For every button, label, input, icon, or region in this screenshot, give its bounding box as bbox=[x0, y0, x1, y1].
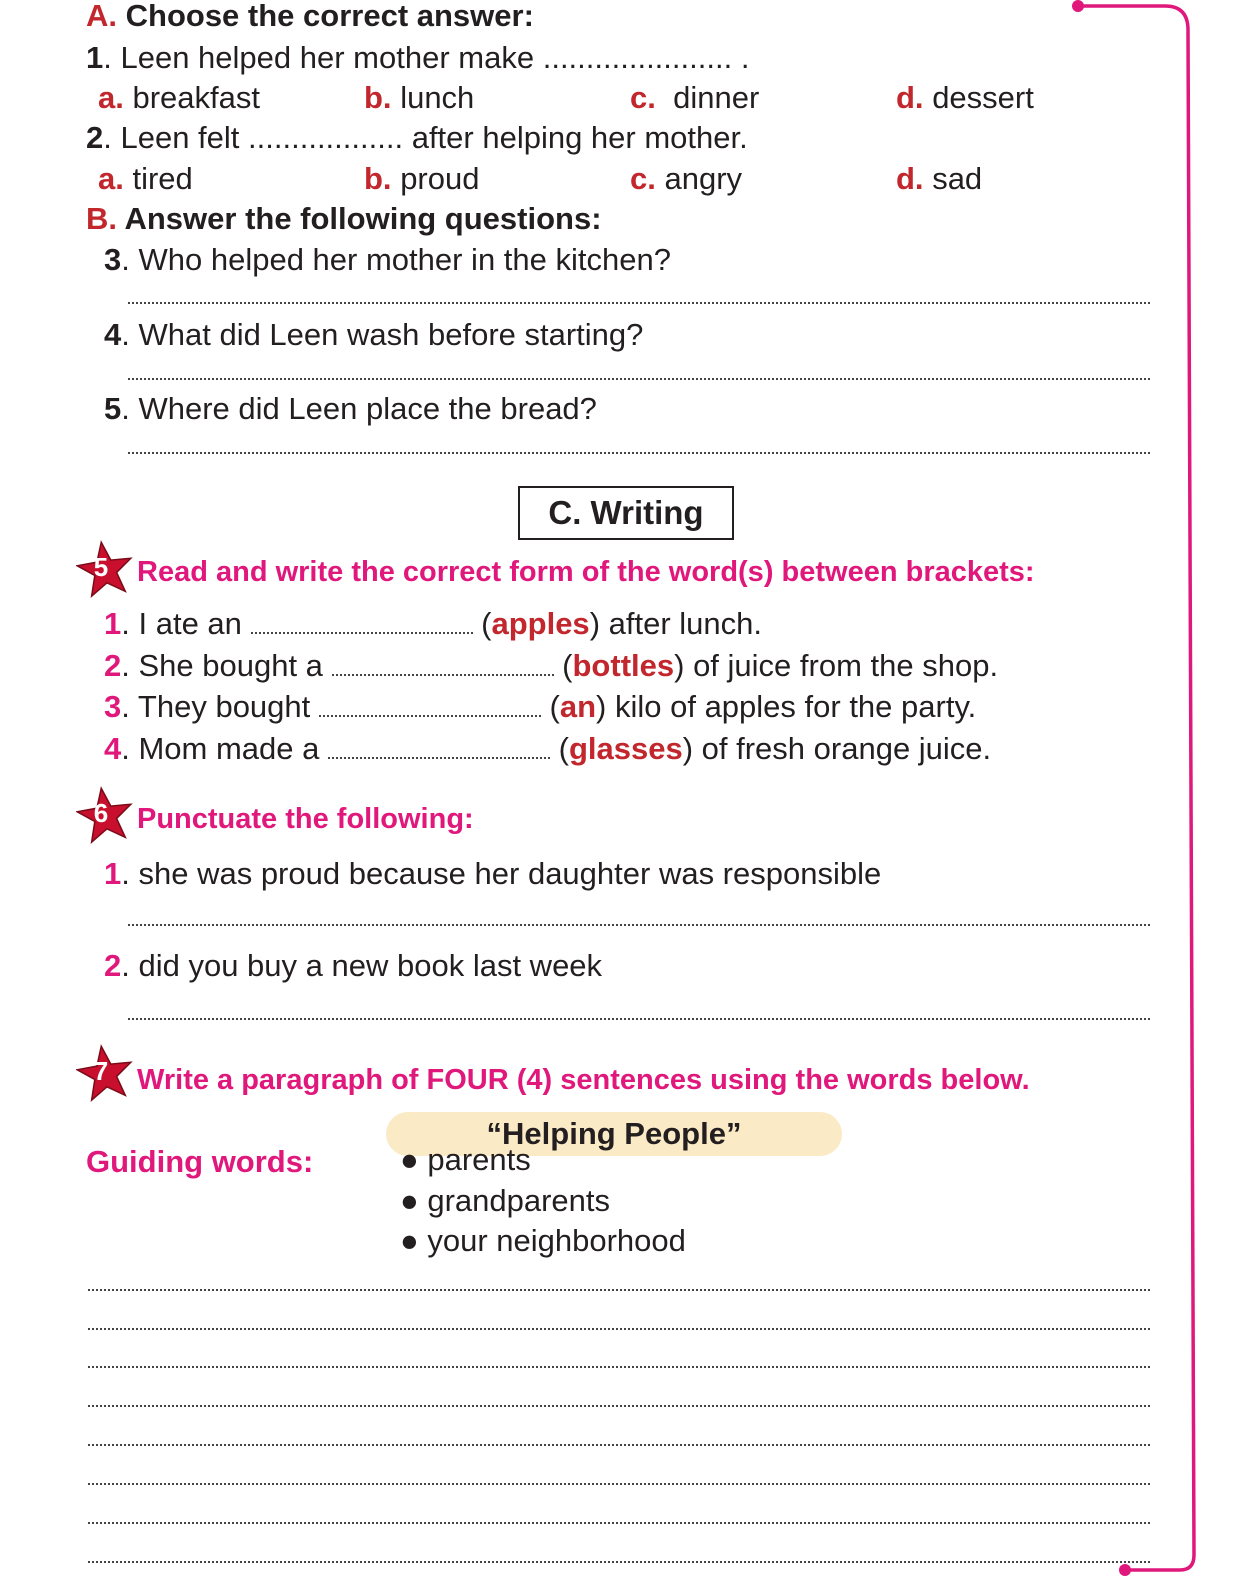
writing-line[interactable] bbox=[88, 1328, 1150, 1330]
ex5-item-3: 3. They bought (an) kilo of apples for the party. bbox=[104, 689, 977, 724]
fill-blank[interactable] bbox=[332, 673, 554, 676]
writing-line[interactable] bbox=[88, 1522, 1150, 1524]
q2-option-a[interactable]: a. tired bbox=[98, 161, 193, 196]
q1-option-b[interactable]: b. lunch bbox=[364, 80, 475, 115]
guiding-word: ● your neighborhood bbox=[400, 1223, 686, 1258]
exercise-6-badge: 6 bbox=[76, 786, 134, 844]
answer-line[interactable] bbox=[128, 1018, 1150, 1020]
section-c-title: C. Writing bbox=[518, 486, 734, 540]
question-3: 3. Who helped her mother in the kitchen? bbox=[104, 242, 671, 277]
answer-line[interactable] bbox=[128, 924, 1150, 926]
q2-option-b[interactable]: b. proud bbox=[364, 161, 480, 196]
writing-line[interactable] bbox=[88, 1366, 1150, 1368]
guiding-words-label: Guiding words: bbox=[86, 1144, 314, 1179]
question-5: 5. Where did Leen place the bread? bbox=[104, 391, 597, 426]
writing-line[interactable] bbox=[88, 1561, 1150, 1563]
answer-line[interactable] bbox=[128, 302, 1150, 304]
answer-line[interactable] bbox=[128, 452, 1150, 454]
topic-title: “Helping People” bbox=[386, 1112, 842, 1156]
fill-blank[interactable] bbox=[328, 756, 550, 759]
exercise-6-title: Punctuate the following: bbox=[137, 803, 474, 835]
ex6-item-1: 1. she was proud because her daughter was responsible bbox=[104, 856, 882, 891]
answer-line[interactable] bbox=[128, 378, 1150, 380]
exercise-7-title: Write a paragraph of FOUR (4) sentences using the words below. bbox=[137, 1064, 1030, 1096]
q1-option-c[interactable]: c. dinner bbox=[630, 80, 760, 115]
writing-line[interactable] bbox=[88, 1444, 1150, 1446]
section-b-heading: B. Answer the following questions: bbox=[86, 201, 602, 236]
section-a-letter: A. bbox=[86, 0, 117, 33]
ex5-item-4: 4. Mom made a (glasses) of fresh orange juice. bbox=[104, 731, 992, 766]
guiding-word: ● grandparents bbox=[400, 1183, 611, 1218]
answer-blank[interactable]: .................. bbox=[248, 120, 404, 155]
margin-bracket bbox=[1070, 0, 1210, 1580]
writing-line[interactable] bbox=[88, 1483, 1150, 1485]
fill-blank[interactable] bbox=[251, 631, 473, 634]
ex5-item-2: 2. She bought a (bottles) of juice from the shop. bbox=[104, 648, 999, 683]
ex5-item-1: 1. I ate an (apples) after lunch. bbox=[104, 606, 762, 641]
guiding-word: ● parents bbox=[400, 1142, 531, 1177]
q2-option-d[interactable]: d. sad bbox=[896, 161, 983, 196]
exercise-5-badge: 5 bbox=[76, 540, 134, 598]
exercise-7-badge: 7 bbox=[76, 1044, 134, 1102]
question-2: 2. Leen felt .................. after helping her mother. bbox=[86, 120, 748, 155]
section-a-heading bbox=[86, 0, 534, 34]
fill-blank[interactable] bbox=[319, 714, 541, 717]
section-a-title: Choose the correct answer: bbox=[125, 0, 534, 33]
ex6-item-2: 2. did you buy a new book last week bbox=[104, 948, 603, 983]
writing-line[interactable] bbox=[88, 1405, 1150, 1407]
exercise-5-title: Read and write the correct form of the word(s) between brackets: bbox=[137, 556, 1035, 588]
q1-option-d[interactable]: d. dessert bbox=[896, 80, 1034, 115]
writing-line[interactable] bbox=[88, 1289, 1150, 1291]
question-1: 1. Leen helped her mother make ...................... . bbox=[86, 40, 750, 75]
answer-blank[interactable]: ...................... . bbox=[542, 40, 750, 75]
question-4: 4. What did Leen wash before starting? bbox=[104, 317, 644, 352]
q1-option-a[interactable]: a. breakfast bbox=[98, 80, 260, 115]
q2-option-c[interactable]: c. angry bbox=[630, 161, 743, 196]
